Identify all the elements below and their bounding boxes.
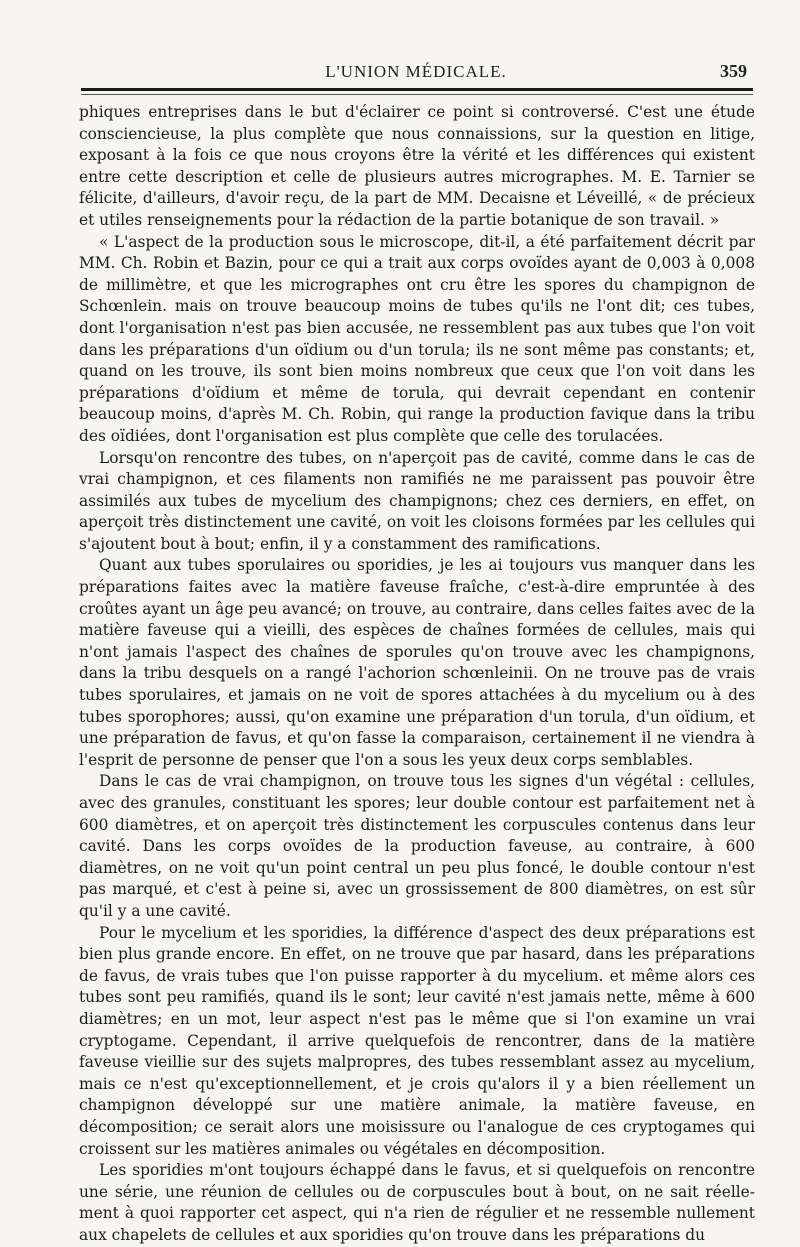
page-header: [79, 0, 753, 86]
paragraph-continued: phiques entreprises dans le but d'éclairer ce point si controversé. C'est une étude consciencieuse, la plus complète que nous connaissions, sur la question en litige, exposant à la fois ce que nous croyons être la vérité et les différences qui existent entre cette description et celle de plusieurs autres micrographes. M. E. Tarnier se félicite, d'ailleurs, d'avoir reçu, de la part de MM. Decaisne et Léveillé, « de précieux et utiles renseignements pour la rédaction de la partie botanique de son travail. »: [79, 103, 755, 229]
paragraph: Lorsqu'on rencontre des tubes, on n'aperçoit pas de cavité, comme dans le cas de vrai champignon, et ces filaments non ramifiés ne me paraissent pas pouvoir être assimilés aux tubes de mycelium des champignons; chez ces derniers, en effet, on aperçoit très distinctement une cavité, on voit les cloisons formées par les cellules qui s'ajoutent bout à bout; enfin, il y a constamment des ramifications.: [79, 448, 755, 553]
paragraph: « L'aspect de la production sous le microscope, dit-il, a été parfaitement décrit par MM. Ch. Robin et Bazin, pour ce qui a trait aux corps ovoïdes ayant de 0,003 à 0,008 de millimètre, et que les micrographes ont cru être les spores du champignon de Schœnlein. mais on trouve beaucoup moins de tubes qu'ils ne l'ont dit; ces tubes, dont l'organisation n'est pas bien accusée, ne ressemblent pas aux tubes que l'on voit dans les préparations d'un oïdium ou d'un torula; ils ne sont même pas constants; et, quand on les trouve, ils sont bien moins nombreux que ceux que l'on voit dans les préparations d'oïdium et même de torula, qui devrait cependant en contenir beaucoup moins, d'après M. Ch. Robin, qui range la production favique dans la tribu des oïdiées, dont l'organisation est plus complète que celle des torulacées.: [79, 232, 755, 445]
paragraph: Quant aux tubes sporulaires ou sporidies, je les ai toujours vus manquer dans les préparations faites avec la matière faveuse fraîche, c'est-à-dire empruntée à des croûtes ayant un âge peu avancé; on trouve, au contraire, dans celles faites avec de la matière faveuse qui a vieilli, des espèces de chaînes formées de cellules, mais qui n'ont jamais l'aspect des chaînes de sporules qu'on trouve avec les champignons, dans la tribu desquels on a rangé l'achorion schœnleinii. On ne trouve pas de vrais tubes sporulaires, et jamais on ne voit de spores attachées à du mycelium ou à des tubes sporophores; aussi, qu'on examine une préparation d'un torula, d'un oïdium, et une préparation de favus, et qu'on fasse la comparaison, certainement il ne viendra à l'esprit de personne de penser que l'on a sous les yeux deux corps semblables.: [79, 556, 755, 769]
paragraph: Pour le mycelium et les sporidies, la différence d'aspect des deux préparations est bien plus grande encore. En effet, on ne trouve que par hasard, dans les préparations de favus, de vrais tubes que l'on puisse rapporter à du mycelium. et même alors ces tubes sont peu ramifiés, quand ils le sont; leur cavité n'est jamais nette, même à 600 diamètres; en un mot, leur aspect n'est pas le même que si l'on examine un vrai cryptogame. Cependant, il arrive quelquefois de rencontrer, dans de la matière faveuse vieillie sur des sujets malpropres, des tubes ressemblant assez au mycelium, mais ce n'est qu'exceptionnellement, et je crois qu'alors il y a bien réellement un champignon développé sur une matière animale, la matière faveuse, en décomposition; ce serait alors une moisissure ou l'analogue de ces cryptogames qui croissent sur les matières animales ou végétales en décomposition.: [79, 923, 755, 1158]
body-text: [79, 102, 755, 1246]
paragraph: Les sporidies m'ont toujours échappé dans le favus, et si quelquefois on rencontre une série, une réunion de cellules ou de corpuscules bout à bout, on ne sait réellement à quoi rapporter cet aspect, qui n'a rien de régulier et ne ressemble nullement aux chapelets de cellules et aux sporidies qu'on trouve dans les préparations du: [79, 1161, 755, 1244]
running-head: L'UNION MÉDICALE.: [325, 62, 507, 81]
paragraph: Dans le cas de vrai champignon, on trouve tous les signes d'un végétal : cellules, avec des granules, constituant les spores; leur double contour est parfaitement net à 600 diamètres, et on aperçoit très distinctement les corpuscules contenus dans leur cavité. Dans les corps ovoïdes de la production faveuse, au contraire, à 600 diamètres, on ne voit qu'un point central un peu plus foncé, le double contour n'est pas marqué, et c'est à peine si, avec un grossissement de 800 diamètres, on est sûr qu'il y a une cavité.: [79, 772, 755, 920]
page-number: 359: [720, 61, 747, 81]
header-rule: [81, 88, 753, 91]
